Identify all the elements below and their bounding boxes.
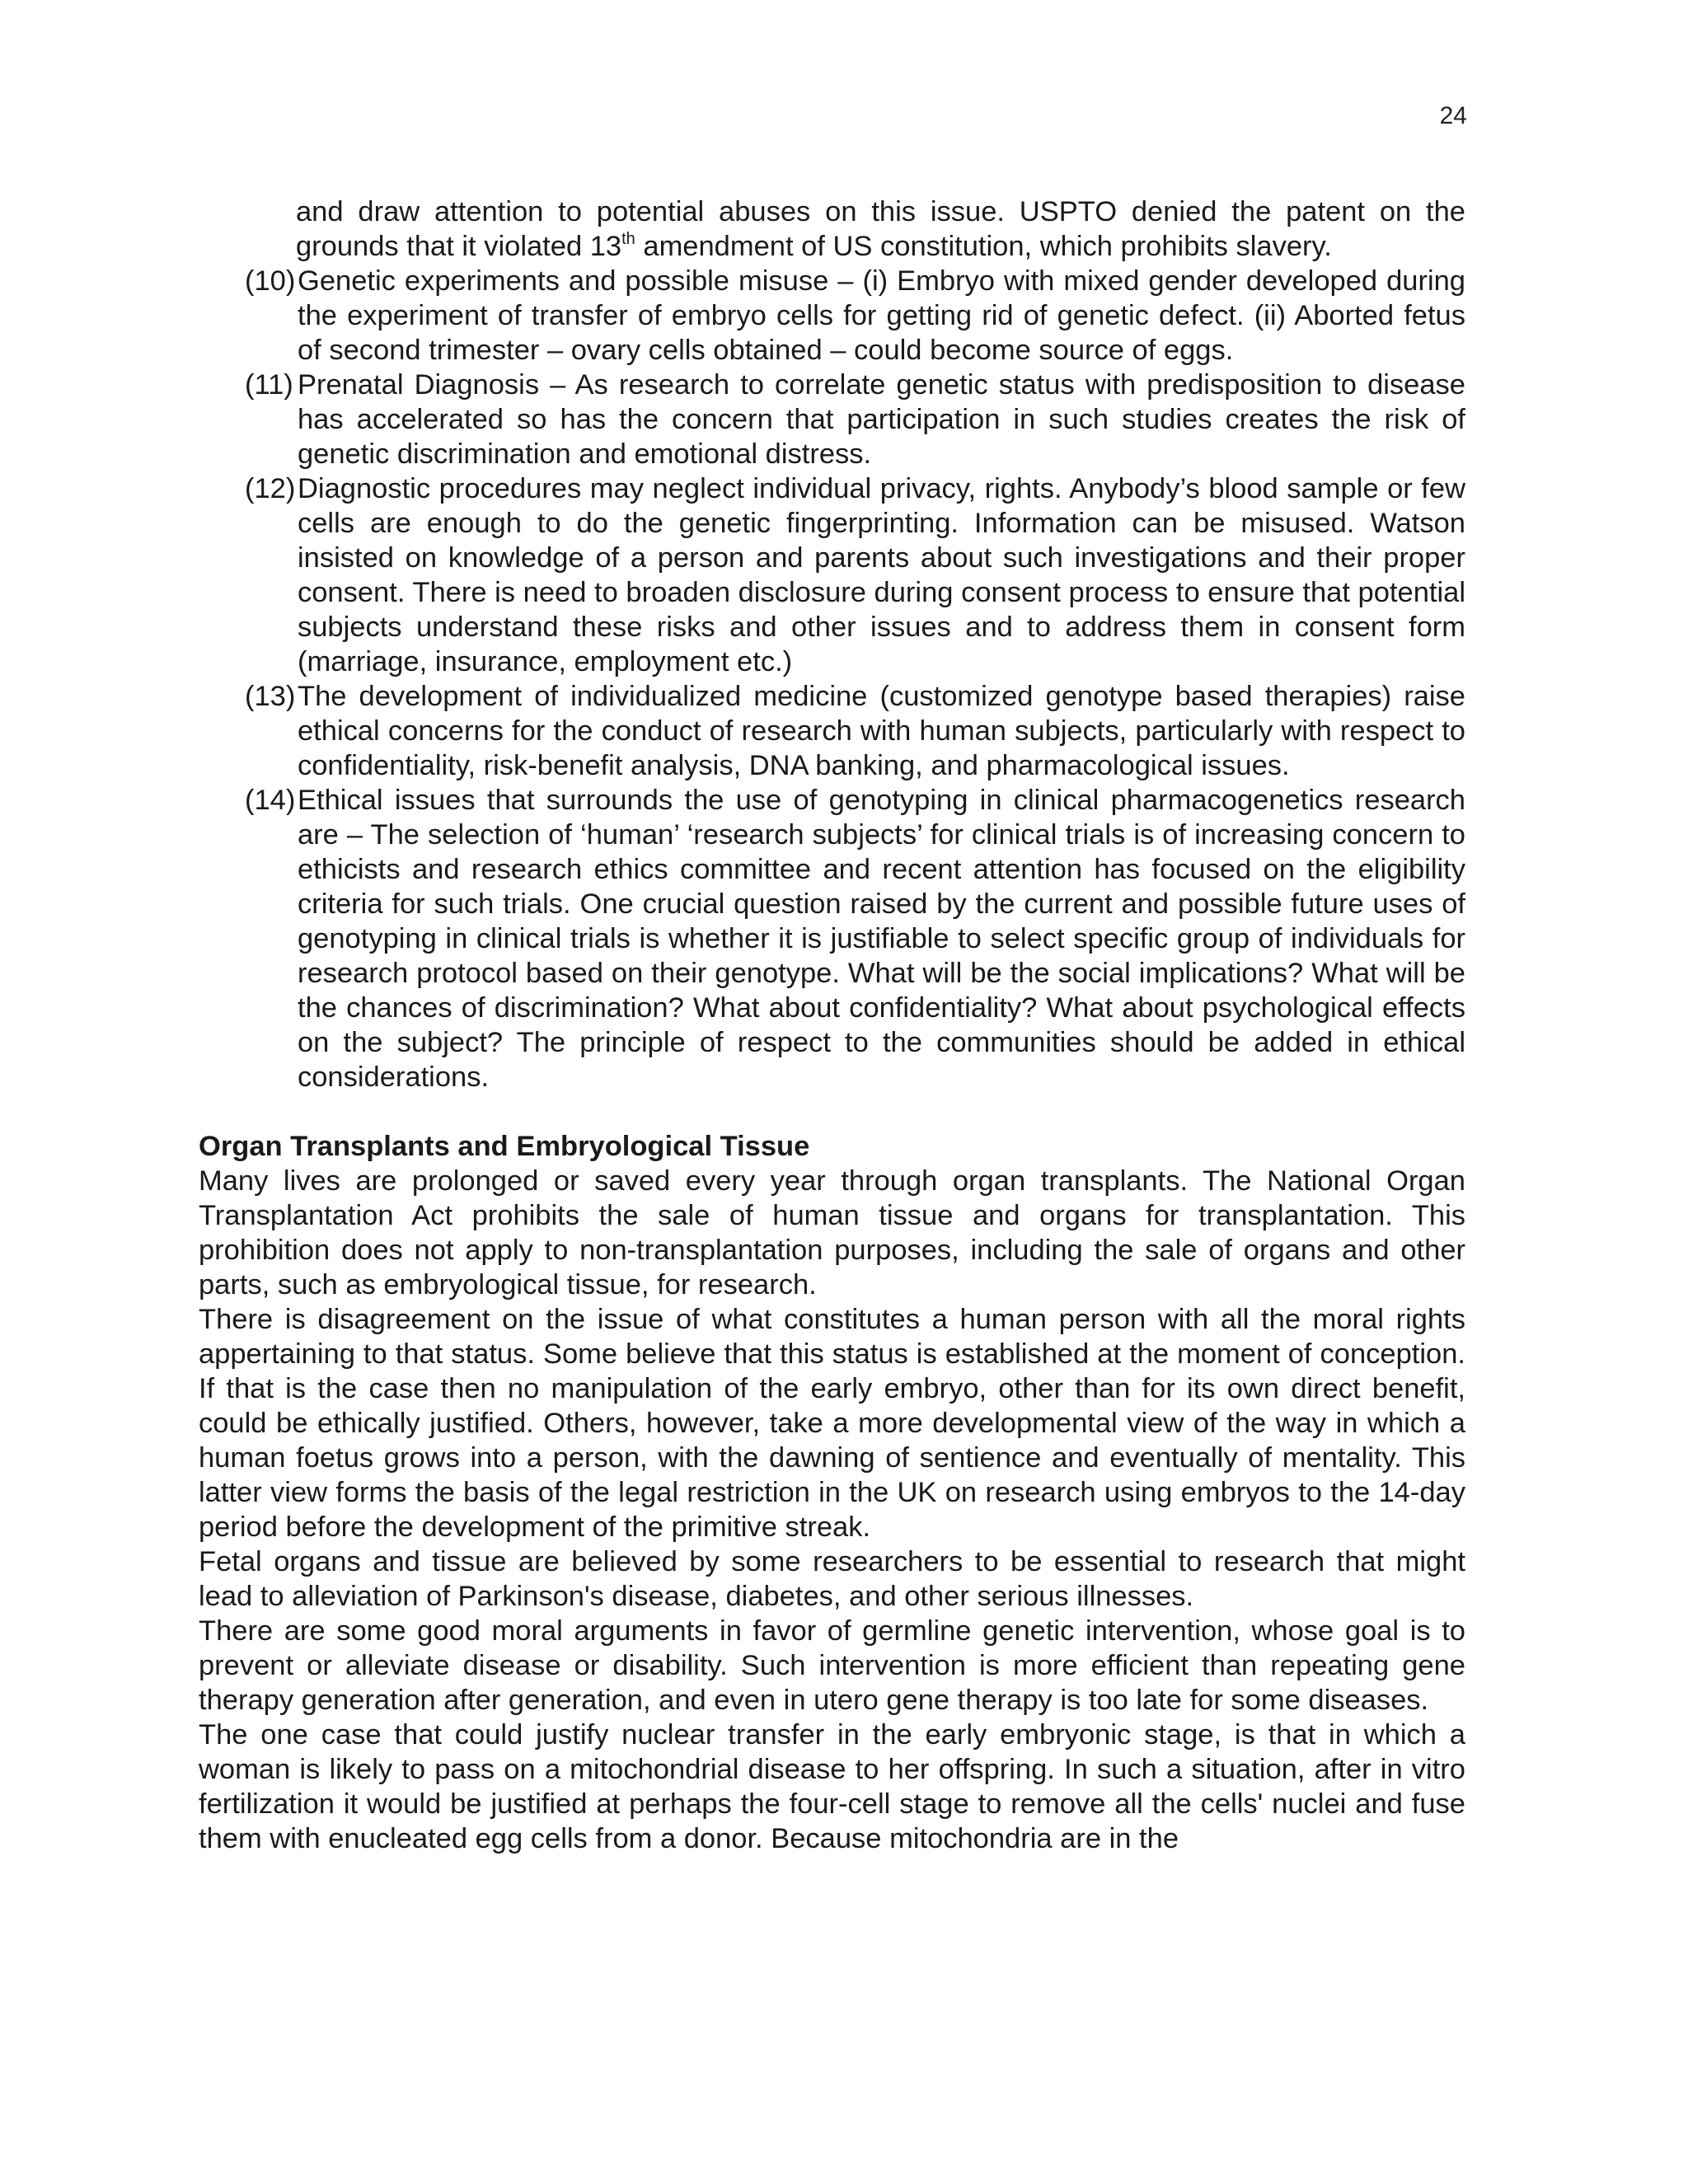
list-item-body: Genetic experiments and possible misuse – (i) Embryo with mixed gender developed during the experiment of transfer of embryo cells for getting rid of genetic defect. (ii) Aborted fetus of second trimester – ovary cells obtained – could become source of eggs. [298, 265, 1465, 366]
body-paragraph: Fetal organs and tissue are believed by some researchers to be essential to research that might lead to alleviation of Parkinson's disease, diabetes, and other serious illnesses. [199, 1546, 1465, 1612]
list-item-body: Diagnostic procedures may neglect individual privacy, rights. Anybody’s blood sample or few cells are enough to do the genetic fingerprinting. Information can be misused. Watson insisted on knowledge of a person and parents about such investigations and their proper consent. There is need to broaden disclosure during consent process to ensure that potential subjects understand these risks and other issues and to address them in consent form (marriage, insurance, employment etc.) [298, 473, 1465, 677]
list-item-number: (13) [245, 681, 296, 712]
page-content [199, 194, 1465, 1856]
body-paragraph: There is disagreement on the issue of what constitutes a human person with all the moral rights appertaining to that status. Some believe that this status is established at the moment of conception. If that is the case then no manipulation of the early embryo, other than for its own direct benefit, could be ethically justified. Others, however, take a more developmental view of the way in which a human foetus grows into a person, with the dawning of sentience and eventually of mentality. This latter view forms the basis of the legal restriction in the UK on research using embryos to the 14-day period before the development of the primitive streak. [199, 1304, 1465, 1543]
body-paragraph: There are some good moral arguments in favor of germline genetic intervention, whose goal is to prevent or alleviate disease or disability. Such intervention is more efficient than repeating gene therapy generation after generation, and even in utero gene therapy is too late for some diseases. [199, 1615, 1465, 1716]
list-item-11 [199, 368, 1465, 471]
list-item-body: Prenatal Diagnosis – As research to correlate genetic status with predisposition to disease has accelerated so has the concern that participation in such studies creates the risk of genetic discrimination and emotional distress. [298, 369, 1465, 470]
list-item-number: (11) [245, 369, 293, 401]
list-item-number: (10) [245, 265, 296, 297]
list-item-10 [199, 264, 1465, 368]
list-item-text [199, 368, 1465, 471]
continuation-paragraph [199, 194, 1465, 264]
continuation-text-end: amendment of US constitution, which prohibits slavery. [635, 231, 1332, 262]
section-heading: Organ Transplants and Embryological Tissue [199, 1131, 810, 1162]
list-item-body: The development of individualized medicine (customized genotype based therapies) raise ethical concerns for the conduct of research with human subjects, particularly with respect to confidentiality, risk-benefit analysis, DNA banking, and pharmacological issues. [298, 681, 1465, 781]
ordinal-superscript: th [621, 230, 635, 248]
list-item-text [199, 471, 1465, 679]
page-number: 24 [1439, 102, 1467, 129]
list-item-number: (14) [245, 785, 296, 816]
list-item-text [199, 264, 1465, 368]
continuation-text: and draw attention to potential abuses on this issue. USPTO denied the patent on the grounds that it violated 13 [296, 196, 1465, 262]
list-item-body: Ethical issues that surrounds the use of genotyping in clinical pharmacogenetics research are – The selection of ‘human’ ‘research subjects’ for clinical trials is of increasing concern to ethicists and research ethics committee and recent attention has focused on the eligibility criteria for such trials. One crucial question raised by the current and possible future uses of genotyping in clinical trials is whether it is justifiable to select specific group of individuals for research protocol based on their genotype. What will be the social implications? What will be the chances of discrimination? What about confidentiality? What about psychological effects on the subject? The principle of respect to the communities should be added in ethical considerations. [298, 785, 1465, 1093]
list-item-text [199, 679, 1465, 783]
list-item-number: (12) [245, 473, 296, 504]
body-paragraph: Many lives are prolonged or saved every year through organ transplants. The National Organ Transplantation Act prohibits the sale of human tissue and organs for transplantation. This prohibition does not apply to non-transplantation purposes, including the sale of organs and other parts, such as embryological tissue, for research. [199, 1165, 1465, 1301]
list-item-text [199, 783, 1465, 1094]
list-item-12 [199, 471, 1465, 679]
body-paragraph: The one case that could justify nuclear transfer in the early embryonic stage, is that in which a woman is likely to pass on a mitochondrial disease to her offspring. In such a situation, after in vitro fertilization it would be justified at perhaps the four-cell stage to remove all the cells' nuclei and fuse them with enucleated egg cells from a donor. Because mitochondria are in the [199, 1719, 1465, 1854]
list-item-14 [199, 783, 1465, 1094]
list-item-13 [199, 679, 1465, 783]
